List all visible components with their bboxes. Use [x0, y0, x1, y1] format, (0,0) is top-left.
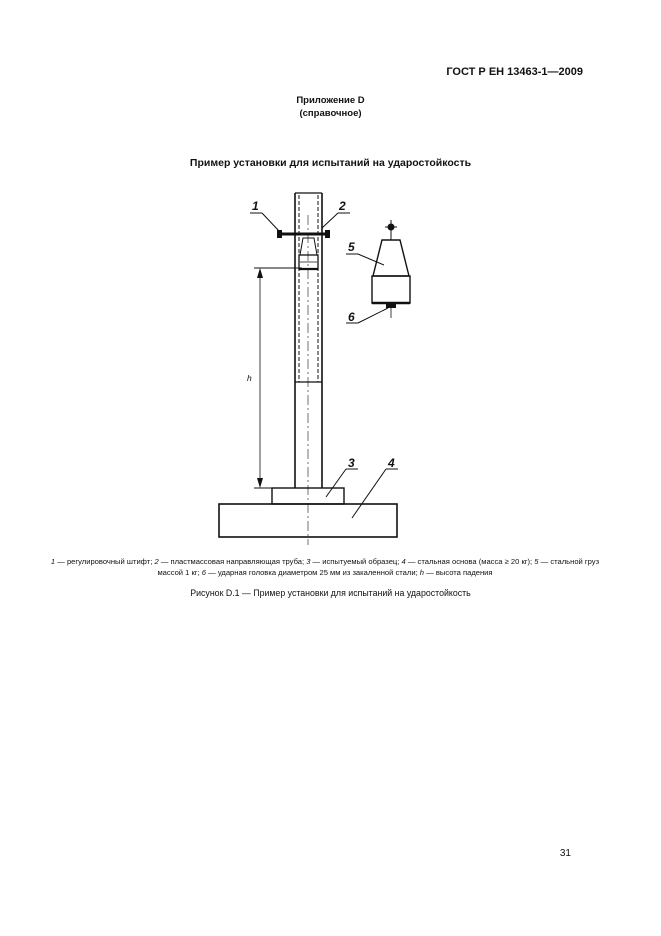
standard-number: ГОСТ Р ЕН 13463-1—2009 — [446, 66, 583, 78]
legend-num-6: 6 — [201, 568, 207, 577]
legend-num-2: 2 — [154, 557, 159, 566]
figure-legend — [40, 556, 610, 578]
label-2: 2 — [339, 199, 346, 213]
legend-text-h: — высота падения — [424, 568, 493, 577]
legend-num-1: 1 — [50, 557, 56, 566]
legend-num-h: h — [419, 568, 425, 577]
legend-text-6: — ударная головка диаметром 25 мм из закаленной стали; — [206, 568, 420, 577]
label-1: 1 — [252, 199, 259, 213]
steel-weight — [373, 240, 409, 276]
legend-text-3: — испытуемый образец; — [310, 557, 402, 566]
label-4: 4 — [388, 456, 395, 470]
impact-test-diagram — [0, 185, 661, 555]
figure-title: Пример установки для испытаний на ударостойкость — [189, 157, 472, 169]
legend-num-3: 3 — [306, 557, 311, 566]
label-5: 5 — [348, 240, 355, 254]
legend-num-4: 4 — [401, 557, 406, 566]
striking-head — [386, 304, 396, 308]
legend-text-5: — стальной груз массой 1 кг; — [157, 557, 600, 577]
figure-caption: Рисунок D.1 — Пример установки для испытаний на ударостойкость — [190, 588, 471, 598]
appendix-type: (справочное) — [299, 108, 362, 119]
appendix-title: Приложение D — [296, 95, 365, 106]
legend-text-2: — пластмассовая направляющая труба; — [158, 557, 307, 566]
label-h: h — [247, 373, 252, 383]
page-number: 31 — [559, 848, 571, 859]
label-6: 6 — [348, 310, 355, 324]
legend-num-5: 5 — [534, 557, 539, 566]
label-3: 3 — [348, 456, 355, 470]
legend-text-4: — стальная основа (масса ≥ 20 кг); — [405, 557, 535, 566]
legend-text-1: — регулировочный штифт; — [55, 557, 155, 566]
